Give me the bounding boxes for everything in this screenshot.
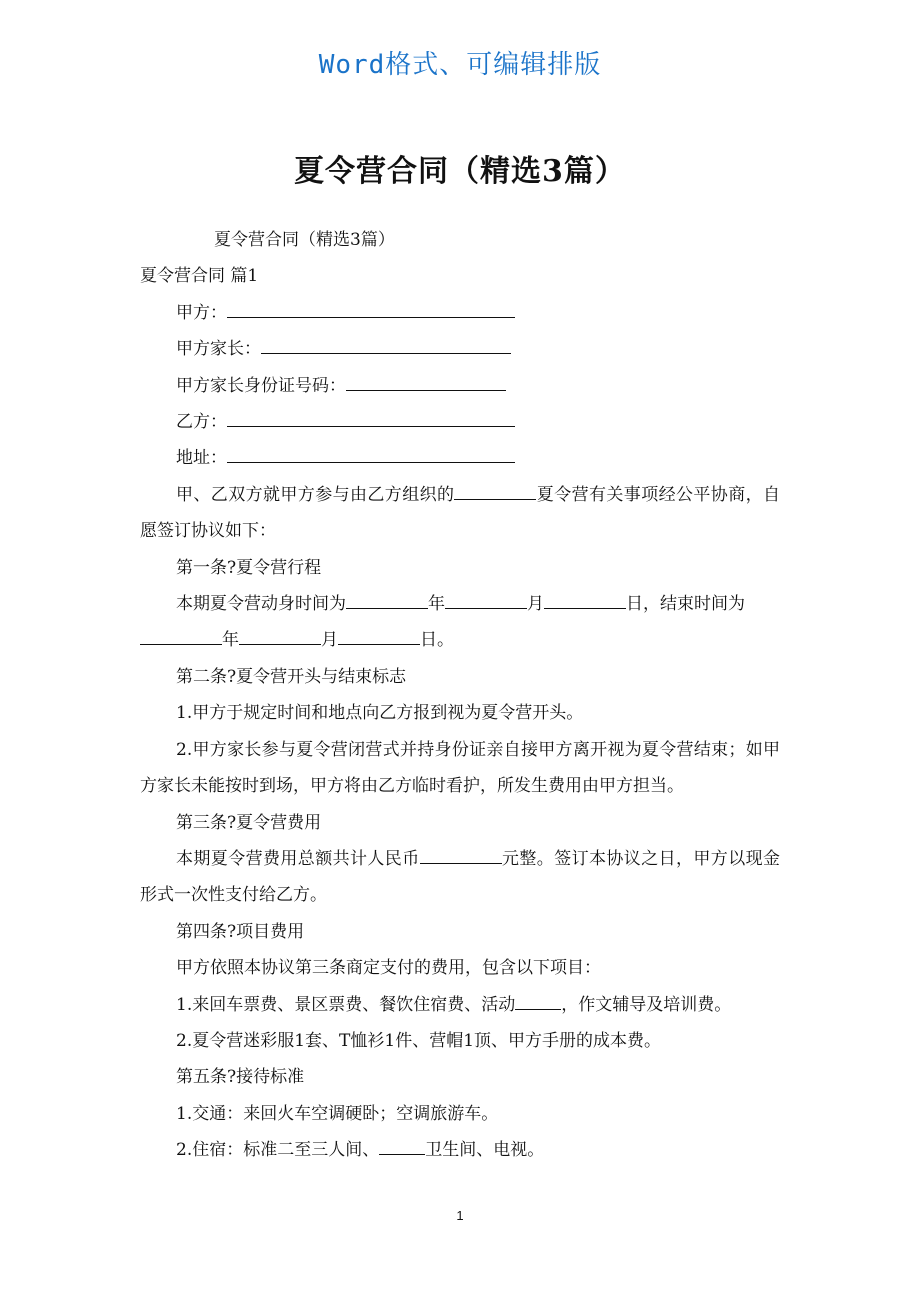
document-body bbox=[140, 222, 780, 1169]
intro-text-2: 夏令营有关事项经公平协商，自愿签订协议如下： bbox=[140, 484, 781, 542]
blank-line bbox=[454, 479, 536, 500]
blank-line bbox=[140, 624, 222, 645]
blank-line bbox=[227, 442, 515, 463]
article5-heading: 第五条?接待标准 bbox=[176, 1067, 305, 1088]
blank-line bbox=[338, 624, 420, 645]
blank-line bbox=[445, 588, 527, 609]
article3-heading: 第三条?夏令营费用 bbox=[176, 812, 322, 833]
field-label: 甲方家长： bbox=[176, 339, 261, 360]
article4-heading: 第四条?项目费用 bbox=[176, 921, 305, 942]
field-address bbox=[140, 440, 780, 476]
blank-line bbox=[261, 333, 511, 354]
document-title: 夏令营合同（精选3篇） bbox=[294, 154, 626, 189]
article3-paragraph bbox=[140, 841, 780, 914]
blank-line bbox=[346, 588, 428, 609]
intro-text-1: 甲、乙双方就甲方参与由乙方组织的 bbox=[176, 484, 455, 505]
field-label: 乙方： bbox=[176, 412, 227, 433]
article1-line2 bbox=[140, 622, 780, 658]
day-end-label: 日，结束时间为 bbox=[626, 594, 745, 615]
article5-item2-text-2: 卫生间、电视。 bbox=[425, 1140, 545, 1161]
article2-heading: 第二条?夏令营开头与结束标志 bbox=[176, 666, 407, 687]
blank-line bbox=[420, 843, 502, 864]
article4-item1-text-2: ，作文辅导及培训费。 bbox=[561, 994, 732, 1015]
field-party-a bbox=[140, 295, 780, 331]
field-label: 甲方： bbox=[176, 302, 227, 323]
blank-line bbox=[239, 624, 321, 645]
year-label: 年 bbox=[222, 630, 239, 651]
article4-intro: 甲方依照本协议第三条商定支付的费用，包含以下项目： bbox=[176, 958, 601, 979]
day-final-label: 日。 bbox=[420, 630, 454, 651]
blank-line bbox=[227, 297, 515, 318]
article4-item1-text-1: 1.来回车票费、景区票费、餐饮住宿费、活动 bbox=[176, 994, 516, 1015]
field-party-b bbox=[140, 404, 780, 440]
blank-line bbox=[515, 989, 561, 1010]
intro-paragraph bbox=[140, 477, 780, 550]
month-label: 月 bbox=[527, 594, 544, 615]
article2-item1: 1.甲方于规定时间和地点向乙方报到视为夏令营开头。 bbox=[176, 703, 584, 724]
field-label: 地址： bbox=[176, 448, 227, 469]
article4-item2: 2.夏令营迷彩服1套、T恤衫1件、营帽1顶、甲方手册的成本费。 bbox=[176, 1030, 662, 1051]
article5-item2 bbox=[140, 1132, 780, 1168]
month-label: 月 bbox=[321, 630, 338, 651]
year-label: 年 bbox=[428, 594, 445, 615]
blank-line bbox=[346, 370, 506, 391]
article1-line1 bbox=[140, 586, 780, 622]
article3-text-2: 元整。签订本协议之日，甲方以现金形式一次性支付给乙方。 bbox=[140, 848, 781, 906]
section-heading: 夏令营合同 篇1 bbox=[140, 266, 259, 287]
article2-item2: 2.甲方家长参与夏令营闭营式并持身份证亲自接甲方离开视为夏令营结束；如甲方家长未能按时到场，甲方将由乙方临时看护，所发生费用由甲方担当。 bbox=[140, 739, 780, 797]
article1-heading: 第一条?夏令营行程 bbox=[176, 557, 322, 578]
blank-line bbox=[544, 588, 626, 609]
article4-item1 bbox=[140, 987, 780, 1023]
field-party-a-parent bbox=[140, 331, 780, 367]
header-watermark: Word格式、可编辑排版 bbox=[318, 50, 602, 80]
article1-text: 本期夏令营动身时间为 bbox=[176, 594, 346, 615]
blank-line bbox=[227, 406, 515, 427]
article3-text-1: 本期夏令营费用总额共计人民币 bbox=[176, 848, 420, 869]
document-subtitle: 夏令营合同（精选3篇） bbox=[214, 230, 395, 250]
field-label: 甲方家长身份证号码： bbox=[176, 375, 346, 396]
blank-line bbox=[379, 1134, 425, 1155]
article5-item1: 1.交通：来回火车空调硬卧；空调旅游车。 bbox=[176, 1103, 499, 1124]
page-number: 1 bbox=[456, 1208, 464, 1223]
field-party-a-parent-id bbox=[140, 368, 780, 404]
article5-item2-text-1: 2.住宿：标准二至三人间、 bbox=[176, 1140, 380, 1161]
